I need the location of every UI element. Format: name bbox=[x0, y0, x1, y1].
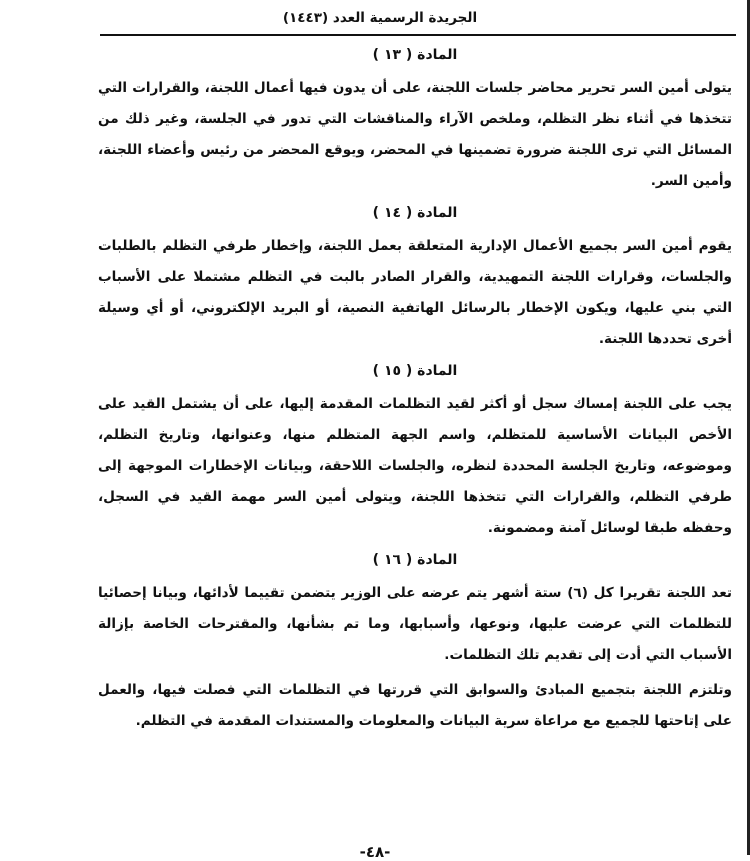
header-rule bbox=[100, 34, 736, 36]
article-heading: المادة ( ١٣ ) bbox=[372, 47, 458, 63]
article-heading: المادة ( ١٤ ) bbox=[372, 205, 458, 221]
article-14 bbox=[98, 201, 732, 355]
article-heading: المادة ( ١٦ ) bbox=[372, 552, 458, 568]
article-16 bbox=[98, 548, 732, 737]
article-paragraph: يجب على اللجنة إمساك سجل أو أكثر لقيد التظلمات المقدمة إليها، على أن يشتمل القيد على الأخص البيانات الأساسية للمتظلم، واسم الجهة المتظلم منها، وعنوانها، وتاريخ التظلم، وموضوعه، وتاريخ الجلسة المحددة لنظره، والجلسات اللاحقة، وبيانات الإخطارات الموجهة إلى طرفي التظلم، والقرارات التي تتخذها اللجنة، ويتولى أمين السر مهمة القيد في السجل، وحفظه طبقا لوسائل آمنة ومضمونة. bbox=[98, 396, 732, 536]
article-heading: المادة ( ١٥ ) bbox=[372, 363, 458, 379]
article-paragraph: وتلتزم اللجنة بتجميع المبادئ والسوابق التي قررتها في التظلمات التي فصلت فيها، والعمل على إتاحتها للجميع مع مراعاة سرية البيانات والمعلومات والمستندات المقدمة في التظلم. bbox=[98, 682, 732, 729]
page-number: -٤٨- bbox=[359, 843, 391, 861]
article-paragraph: يقوم أمين السر بجميع الأعمال الإدارية المتعلقة بعمل اللجنة، وإخطار طرفي التظلم بالطلبات والجلسات، وقرارات اللجنة التمهيدية، والقرار الصادر بالبت في التظلم مشتملا على الأسباب التي بني عليها، ويكون الإخطار بالرسائل الهاتفية النصية، أو البريد الإلكتروني، أو أي وسيلة أخرى تحددها اللجنة. bbox=[98, 238, 732, 347]
article-13 bbox=[98, 43, 732, 197]
document-body bbox=[98, 40, 732, 741]
running-header: الجريدة الرسمية العدد (١٤٤٣) bbox=[282, 10, 478, 26]
article-paragraph: يتولى أمين السر تحرير محاضر جلسات اللجنة، على أن يدون فيها أعمال اللجنة، والقرارات التي تتخذها في أثناء نظر التظلم، وملخص الآراء والمناقشات التي تدور في الجلسة، وغير ذلك من المسائل التي ترى اللجنة ضرورة تضمينها في المحضر، ويوقع المحضر من رئيس وأعضاء اللجنة، وأمين السر. bbox=[98, 80, 732, 189]
article-15 bbox=[98, 359, 732, 544]
article-paragraph: تعد اللجنة تقريرا كل (٦) ستة أشهر يتم عرضه على الوزير يتضمن تقييما لأدائها، وبيانا إحصائيا للتظلمات التي عرضت عليها، ونوعها، وأسبابها، وما تم بشأنها، والمقترحات الخاصة بإزالة الأسباب التي أدت إلى تقديم تلك التظلمات. bbox=[98, 585, 733, 663]
